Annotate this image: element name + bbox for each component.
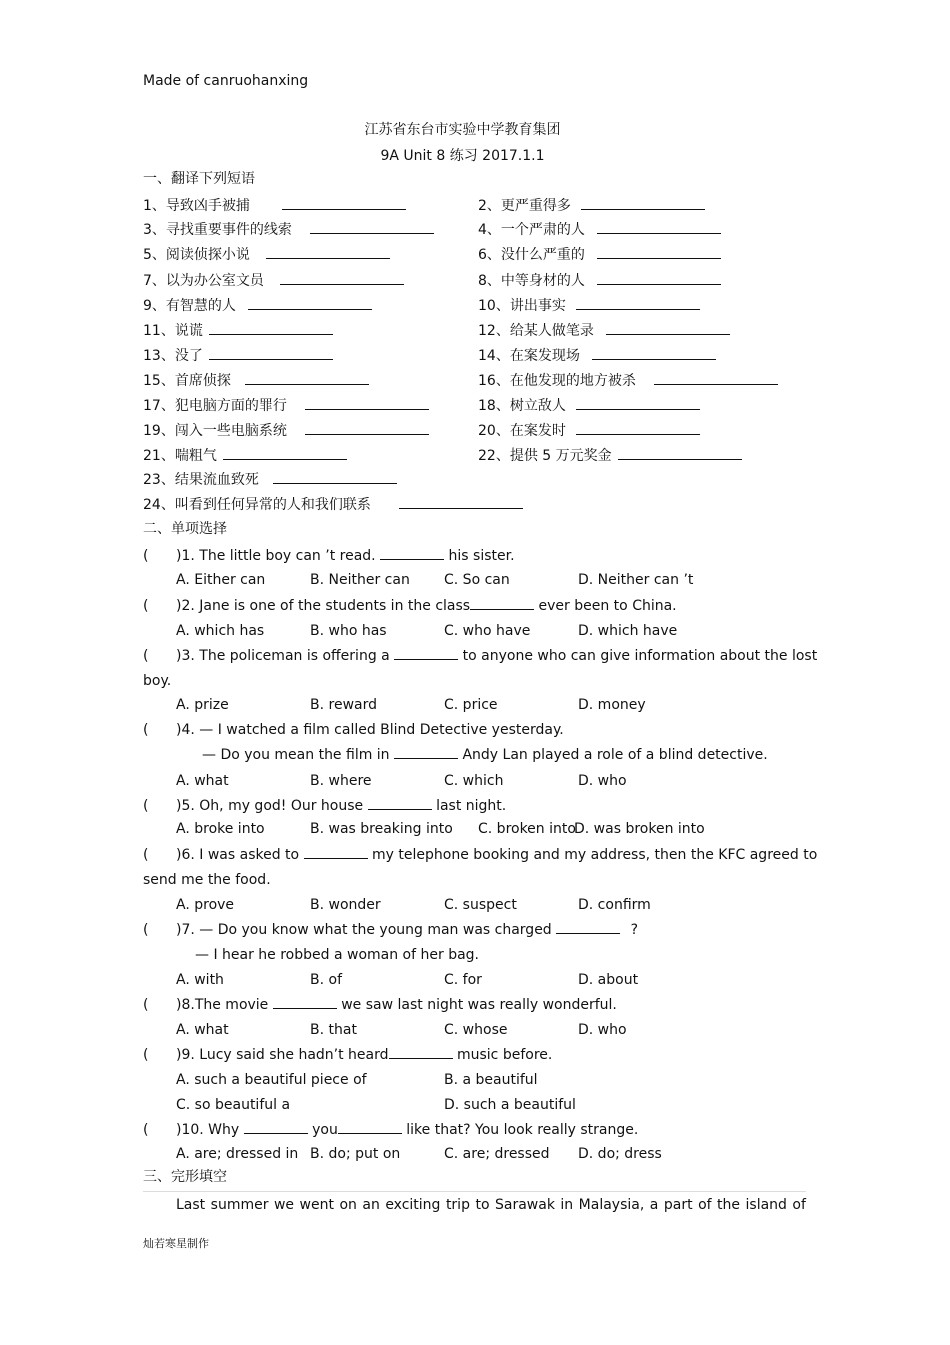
question-blank	[394, 647, 458, 660]
q3-option-b[interactable]: B. reward	[310, 697, 377, 713]
question-7-line2: — I hear he robbed a woman of her bag.	[195, 947, 479, 963]
q10-option-a[interactable]: A. are; dressed in	[176, 1146, 299, 1162]
phrase-item-17: 17、犯电脑方面的罪行	[143, 396, 429, 416]
passage-word: trip	[445, 1197, 470, 1213]
q7-option-d[interactable]: D. about	[578, 972, 639, 988]
q10-option-b[interactable]: B. do; put on	[310, 1146, 401, 1162]
phrase-item-1: 1、导致凶手被捕	[143, 196, 406, 216]
section2-heading: 二、单项选择	[143, 521, 227, 537]
q9-option-c[interactable]: C. so beautiful a	[176, 1097, 291, 1113]
passage-divider	[143, 1191, 806, 1192]
phrase-item-6: 6、没什么严重的	[478, 245, 721, 265]
q4-option-d[interactable]: D. who	[578, 773, 627, 789]
phrase-item-11: 11、说谎	[143, 321, 333, 341]
question-6-continuation: send me the food.	[143, 872, 271, 888]
question-blank	[273, 996, 337, 1009]
phrase-item-23: 23、结果流血致死	[143, 470, 397, 490]
page-title: 江苏省东台市实验中学教育集团	[364, 122, 561, 138]
passage-word: Sarawak	[495, 1197, 555, 1213]
answer-blank[interactable]	[310, 221, 434, 234]
q5-option-a[interactable]: A. broke into	[176, 821, 265, 837]
passage-word: on	[339, 1197, 357, 1213]
question-3-continuation: boy.	[143, 673, 172, 689]
answer-blank[interactable]	[618, 447, 742, 460]
q2-option-a[interactable]: A. which has	[176, 623, 265, 639]
q3-option-c[interactable]: C. price	[444, 697, 498, 713]
answer-paren[interactable]: (	[143, 847, 149, 863]
phrase-item-21: 21、喘粗气	[143, 446, 347, 466]
q2-option-d[interactable]: D. which have	[578, 623, 678, 639]
q6-option-c[interactable]: C. suspect	[444, 897, 517, 913]
passage-word: summer	[210, 1197, 269, 1213]
answer-blank[interactable]	[245, 372, 369, 385]
question-6-stem: )6. I was asked to my telephone booking and my address, then the KFC agreed to	[176, 847, 818, 863]
answer-paren[interactable]: (	[143, 798, 149, 814]
phrase-item-2: 2、更严重得多	[478, 196, 705, 216]
q5-option-d[interactable]: D. was broken into	[574, 821, 705, 837]
q7-option-c[interactable]: C. for	[444, 972, 482, 988]
passage-word: in	[560, 1197, 574, 1213]
q9-option-d[interactable]: D. such a beautiful	[444, 1097, 576, 1113]
cloze-passage-line	[176, 1195, 806, 1215]
passage-word: to	[475, 1197, 490, 1213]
answer-paren[interactable]: (	[143, 922, 149, 938]
answer-paren[interactable]: (	[143, 722, 149, 738]
phrase-item-5: 5、阅读侦探小说	[143, 245, 390, 265]
q1-option-b[interactable]: B. Neither can	[310, 572, 410, 588]
phrase-item-13: 13、没了	[143, 346, 333, 366]
question-blank	[304, 846, 368, 859]
q1-option-d[interactable]: D. Neither can ’t	[578, 572, 694, 588]
phrase-item-10: 10、讲出事实	[478, 296, 700, 316]
answer-blank[interactable]	[305, 397, 429, 410]
answer-paren[interactable]: (	[143, 598, 149, 614]
passage-word: Last	[176, 1197, 206, 1213]
answer-blank[interactable]	[654, 372, 778, 385]
answer-blank[interactable]	[581, 197, 705, 210]
answer-paren[interactable]: (	[143, 548, 149, 564]
question-7-stem: )7. — Do you know what the young man was charged ?	[176, 922, 639, 938]
answer-blank[interactable]	[606, 322, 730, 335]
phrase-item-16: 16、在他发现的地方被杀	[478, 371, 778, 391]
answer-blank[interactable]	[576, 422, 700, 435]
question-4-line2: — Do you mean the film in Andy Lan played a role of a blind detective.	[202, 747, 768, 763]
question-1-stem: )1. The little boy can ’t read. his sister.	[176, 548, 515, 564]
q9-option-b[interactable]: B. a beautiful	[444, 1072, 538, 1088]
phrase-item-15: 15、首席侦探	[143, 371, 369, 391]
answer-blank[interactable]	[280, 272, 404, 285]
phrase-item-7: 7、以为办公室文员	[143, 271, 404, 291]
answer-blank[interactable]	[282, 197, 406, 210]
phrase-item-22: 22、提供 5 万元奖金	[478, 446, 742, 466]
phrase-item-14: 14、在案发现场	[478, 346, 716, 366]
q7-option-a[interactable]: A. with	[176, 972, 224, 988]
passage-word: of	[698, 1197, 712, 1213]
q10-option-d[interactable]: D. do; dress	[578, 1146, 662, 1162]
question-blank	[380, 547, 444, 560]
q8-option-d[interactable]: D. who	[578, 1022, 627, 1038]
q8-option-a[interactable]: A. what	[176, 1022, 229, 1038]
q5-option-b[interactable]: B. was breaking into	[310, 821, 453, 837]
phrase-item-24: 24、叫看到任何异常的人和我们联系	[143, 495, 523, 515]
phrase-item-20: 20、在案发时	[478, 421, 700, 441]
q2-option-c[interactable]: C. who have	[444, 623, 531, 639]
answer-blank[interactable]	[209, 347, 333, 360]
question-4-stem: )4. — I watched a film called Blind Detective yesterday.	[176, 722, 564, 738]
passage-word: exciting	[385, 1197, 441, 1213]
passage-word: island	[745, 1197, 787, 1213]
question-blank	[470, 597, 534, 610]
question-10-stem: )10. Why you like that? You look really strange.	[176, 1122, 639, 1138]
answer-paren[interactable]: (	[143, 648, 149, 664]
question-blank	[368, 797, 432, 810]
answer-blank[interactable]	[597, 246, 721, 259]
answer-blank[interactable]	[597, 272, 721, 285]
answer-blank[interactable]	[597, 221, 721, 234]
section1-heading: 一、翻译下列短语	[143, 171, 255, 187]
question-blank	[338, 1121, 402, 1134]
question-5-stem: )5. Oh, my god! Our house last night.	[176, 798, 507, 814]
passage-word: Malaysia,	[578, 1197, 645, 1213]
answer-blank[interactable]	[576, 297, 700, 310]
question-blank	[556, 921, 620, 934]
q6-option-d[interactable]: D. confirm	[578, 897, 651, 913]
q1-option-a[interactable]: A. Either can	[176, 572, 266, 588]
section3-heading: 三、完形填空	[143, 1169, 227, 1185]
phrase-item-9: 9、有智慧的人	[143, 296, 372, 316]
phrase-item-3: 3、寻找重要事件的线索	[143, 220, 434, 240]
q1-option-c[interactable]: C. So can	[444, 572, 510, 588]
phrase-item-18: 18、树立敌人	[478, 396, 700, 416]
passage-word: the	[717, 1197, 741, 1213]
q5-option-c[interactable]: C. broken into	[478, 821, 576, 837]
answer-blank[interactable]	[592, 347, 716, 360]
answer-blank[interactable]	[399, 496, 523, 509]
question-blank	[389, 1046, 453, 1059]
answer-blank[interactable]	[248, 297, 372, 310]
footer-note: 灿若寒星制作	[143, 1237, 209, 1250]
question-blank	[244, 1121, 308, 1134]
answer-paren[interactable]: (	[143, 1122, 149, 1138]
header-note: Made of canruohanxing	[143, 73, 309, 89]
passage-word: went	[299, 1197, 334, 1213]
answer-blank[interactable]	[223, 447, 347, 460]
q6-option-a[interactable]: A. prove	[176, 897, 235, 913]
passage-word: we	[273, 1197, 295, 1213]
phrase-item-8: 8、中等身材的人	[478, 271, 721, 291]
answer-paren[interactable]: (	[143, 1047, 149, 1063]
q3-option-d[interactable]: D. money	[578, 697, 646, 713]
question-3-stem: )3. The policeman is offering a to anyone who can give information about the lost	[176, 648, 818, 664]
q7-option-b[interactable]: B. of	[310, 972, 342, 988]
question-2-stem: )2. Jane is one of the students in the class ever been to China.	[176, 598, 677, 614]
answer-paren[interactable]: (	[143, 997, 149, 1013]
q4-option-c[interactable]: C. which	[444, 773, 504, 789]
answer-blank[interactable]	[266, 246, 390, 259]
q10-option-c[interactable]: C. are; dressed	[444, 1146, 550, 1162]
q8-option-b[interactable]: B. that	[310, 1022, 357, 1038]
answer-blank[interactable]	[576, 397, 700, 410]
answer-blank[interactable]	[209, 322, 333, 335]
phrase-item-4: 4、一个严肃的人	[478, 220, 721, 240]
q9-option-a[interactable]: A. such a beautiful piece of	[176, 1072, 367, 1088]
page-subtitle: 9A Unit 8 练习 2017.1.1	[380, 148, 545, 164]
q3-option-a[interactable]: A. prize	[176, 697, 229, 713]
answer-blank[interactable]	[305, 422, 429, 435]
q6-option-b[interactable]: B. wonder	[310, 897, 381, 913]
question-8-stem: )8.The movie we saw last night was really wonderful.	[176, 997, 617, 1013]
question-blank	[394, 746, 458, 759]
phrase-item-12: 12、给某人做笔录	[478, 321, 730, 341]
q4-option-b[interactable]: B. where	[310, 773, 372, 789]
passage-word: a	[649, 1197, 659, 1213]
q2-option-b[interactable]: B. who has	[310, 623, 387, 639]
passage-word: an	[362, 1197, 380, 1213]
phrase-item-19: 19、闯入一些电脑系统	[143, 421, 429, 441]
answer-blank[interactable]	[273, 471, 397, 484]
passage-word: of	[792, 1197, 806, 1213]
q4-option-a[interactable]: A. what	[176, 773, 229, 789]
question-9-stem: )9. Lucy said she hadn’t heard music before.	[176, 1047, 553, 1063]
passage-word: part	[663, 1197, 693, 1213]
q8-option-c[interactable]: C. whose	[444, 1022, 508, 1038]
